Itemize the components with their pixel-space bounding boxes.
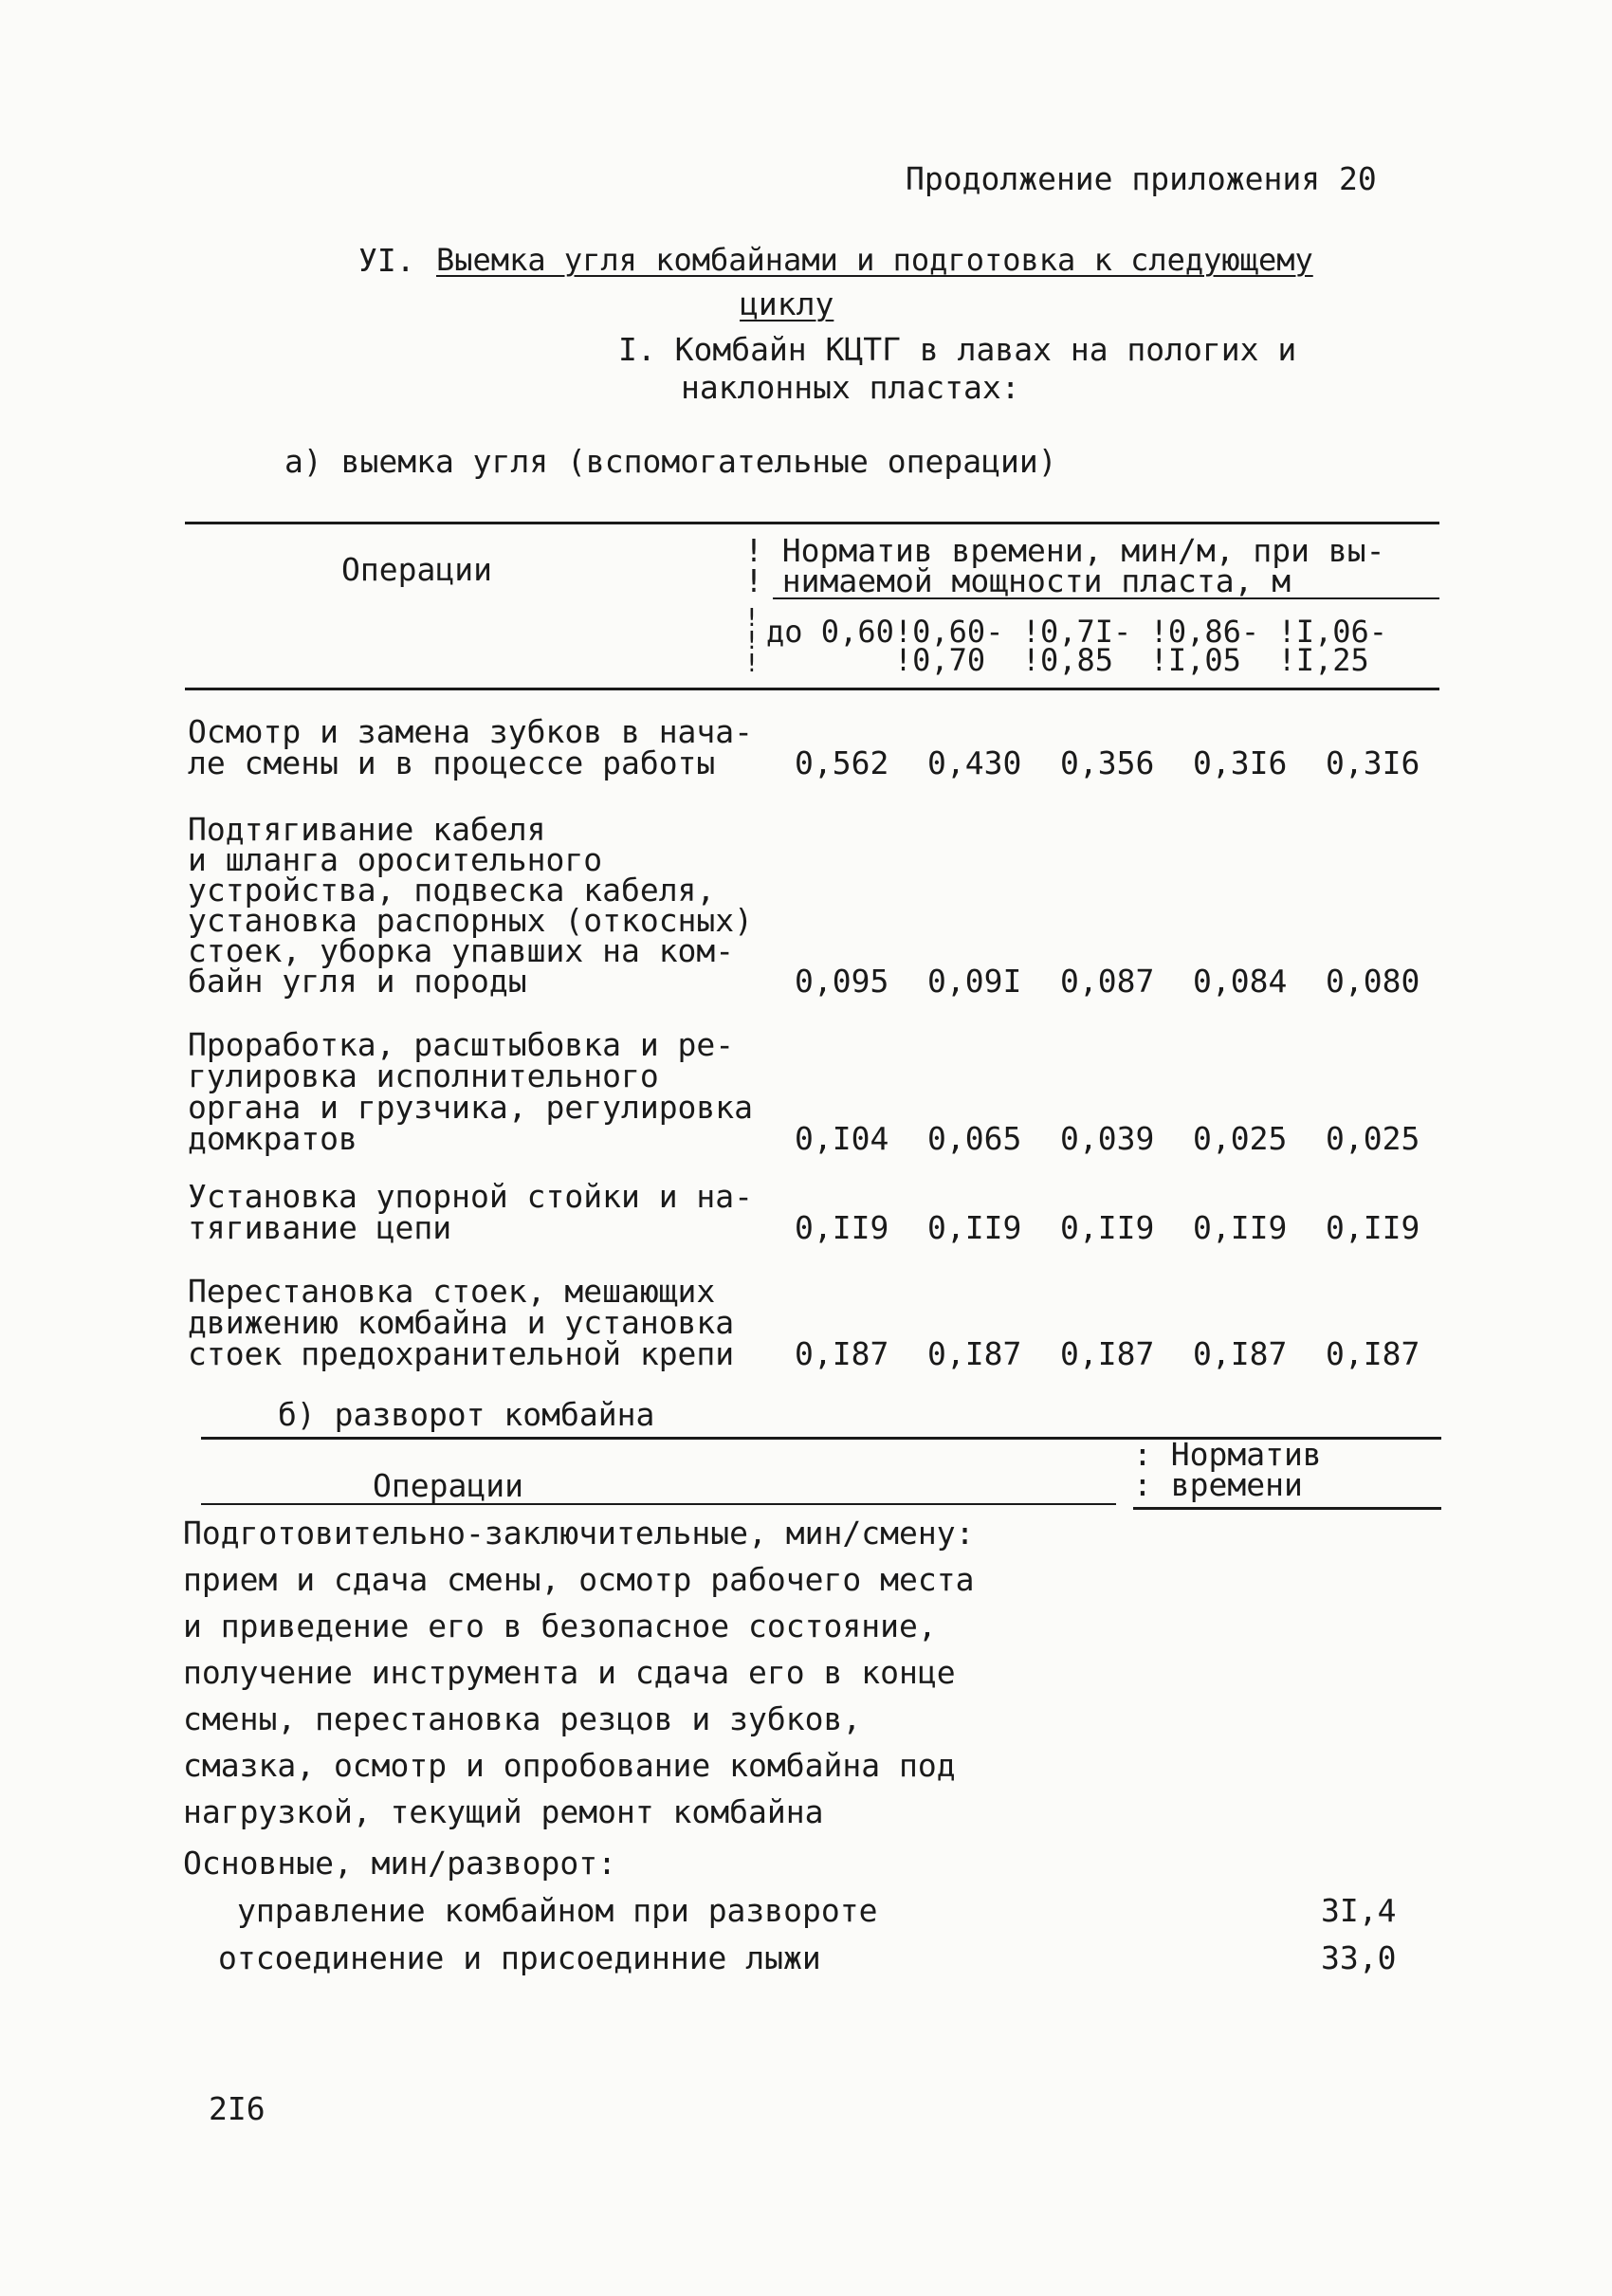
table-b-item-value: 3I,4 [1321,1892,1397,1929]
table-a-top-rule [185,522,1439,524]
table-a-row-3-label-line: Проработка, расштыбовка и ре- [188,1026,735,1063]
table-a-row-5-label-line: стоек предохранительной крепи [188,1335,735,1372]
table-a-norm-header-line1: ! Норматив времени, мин/м, при вы- [744,532,1385,569]
table-a-row-1-value: 0,3I6 [1326,744,1420,781]
table-b-prep-line: смазка, осмотр и опробование комбайна под [183,1747,956,1784]
table-a-row-5-label-line: движению комбайна и установка [188,1304,735,1341]
table-a-row-2-value: 0,087 [1060,963,1155,1000]
table-a-row-5-value: 0,I87 [927,1335,1022,1372]
table-b-prep-line: получение инструмента и сдача его в конце [183,1654,956,1691]
table-a-col-operations: Операции [341,551,492,588]
table-b-prep-line: смены, перестановка резцов и зубков, [183,1700,862,1737]
table-a-row-3-value: 0,039 [1060,1120,1155,1157]
table-b-col-norm-line1: : Норматив [1133,1436,1322,1473]
table-a-row-4-value: 0,II9 [927,1209,1022,1246]
table-a-row-4-label-line: тягивание цепи [188,1209,452,1246]
table-a-row-1-value: 0,430 [927,744,1022,781]
table-a-thickness-line2: !0,70 !0,85 !I,05 !I,25 [766,642,1369,678]
table-a-row-4-value: 0,II9 [795,1209,889,1246]
table-a-thickness-line1: до 0,60!0,60- !0,7I- !0,86- !I,06- [766,614,1388,650]
table-b-prep-line: прием и сдача смены, осмотр рабочего места [183,1561,975,1598]
table-b-prep-line: и приведение его в безопасное состояние, [183,1607,937,1644]
page-number: 2I6 [209,2090,266,2127]
table-a-row-3-value: 0,I04 [795,1120,889,1157]
table-a-row-1-value: 0,356 [1060,744,1155,781]
subsection-line2: наклонных пластах: [681,369,1020,406]
table-b-item-value: 33,0 [1321,1939,1397,1976]
table-b-main-label: Основные, мин/разворот: [183,1845,616,1882]
table-b-col-operations: Операции [373,1467,523,1504]
table-b-operations-underline [201,1503,1116,1505]
table-a-row-1-value: 0,3I6 [1193,744,1288,781]
table-a-row-2-value: 0,095 [795,963,889,1000]
table-a-row-3-label-line: органа и грузчика, регулировка [188,1089,754,1126]
table-a-row-2-value: 0,09I [927,963,1022,1000]
section-title-line1: Выемка угля комбайнами и подготовка к следующему [436,242,1313,278]
table-a-row-4-label-line: Установка упорной стойки и на- [188,1178,754,1215]
table-a-row-3-value: 0,065 [927,1120,1022,1157]
table-b-prep-line: Подготовительно-заключительные, мин/смену: [183,1515,975,1552]
table-a-row-3-label-line: домкратов [188,1120,357,1157]
table-a-row-5-value: 0,I87 [1326,1335,1420,1372]
table-a-row-3-label-line: гулировка исполнительного [188,1057,659,1094]
continuation-header: Продолжение приложения 20 [906,160,1377,197]
table-a-norm-underline [773,597,1439,599]
table-a-col-marks: ! ! ! [744,604,760,678]
table-a-row-2-value: 0,080 [1326,963,1420,1000]
table-a-row-3-value: 0,025 [1193,1120,1288,1157]
table-a-row-1-label-line: Осмотр и замена зубков в нача- [188,713,754,750]
table-b-prep-line: нагрузкой, текущий ремонт комбайна [183,1793,824,1830]
table-b-header-bottom-rule [1133,1507,1441,1510]
part-b-heading: б) разворот комбайна [278,1396,655,1433]
table-a-row-2-label-line: и шланга оросительного [188,841,603,878]
table-a-row-2-label-line: установка распорных (откосных) [188,902,754,939]
table-a-row-5-value: 0,I87 [795,1335,889,1372]
table-a-row-5-value: 0,I87 [1060,1335,1155,1372]
table-a-row-2-value: 0,084 [1193,963,1288,1000]
table-a-row-1-label-line: ле смены и в процессе работы [188,744,716,781]
table-b-item-label: отсоединение и присоединние лыжи [218,1939,821,1976]
table-a-row-4-value: 0,II9 [1193,1209,1288,1246]
table-a-row-5-label-line: Перестановка стоек, мешающих [188,1273,716,1310]
section-title-line2: циклу [740,285,834,322]
part-a-heading: а) выемка угля (вспомогательные операции) [284,443,1057,480]
table-a-row-2-label-line: устройства, подвеска кабеля, [188,872,716,909]
table-a-row-2-label-line: Подтягивание кабеля [188,811,546,848]
table-a-row-4-value: 0,II9 [1326,1209,1420,1246]
subsection-line1: I. Комбайн КЦТГ в лавах на пологих и [618,331,1297,368]
section-number: УI. [358,242,415,279]
table-a-row-2-label-line: стоек, уборка упавших на ком- [188,932,735,969]
table-a-norm-header-line2: ! нимаемой мощности пласта, м [744,562,1291,599]
table-b-item-label: управление комбайном при развороте [237,1892,878,1929]
table-a-row-4-value: 0,II9 [1060,1209,1155,1246]
table-a-row-1-value: 0,562 [795,744,889,781]
table-a-row-3-value: 0,025 [1326,1120,1420,1157]
table-a-row-2-label-line: байн угля и породы [188,963,527,1000]
table-b-col-norm-line2: : времени [1133,1466,1303,1503]
table-a-row-5-value: 0,I87 [1193,1335,1288,1372]
table-a-header-bottom-rule [185,688,1439,690]
